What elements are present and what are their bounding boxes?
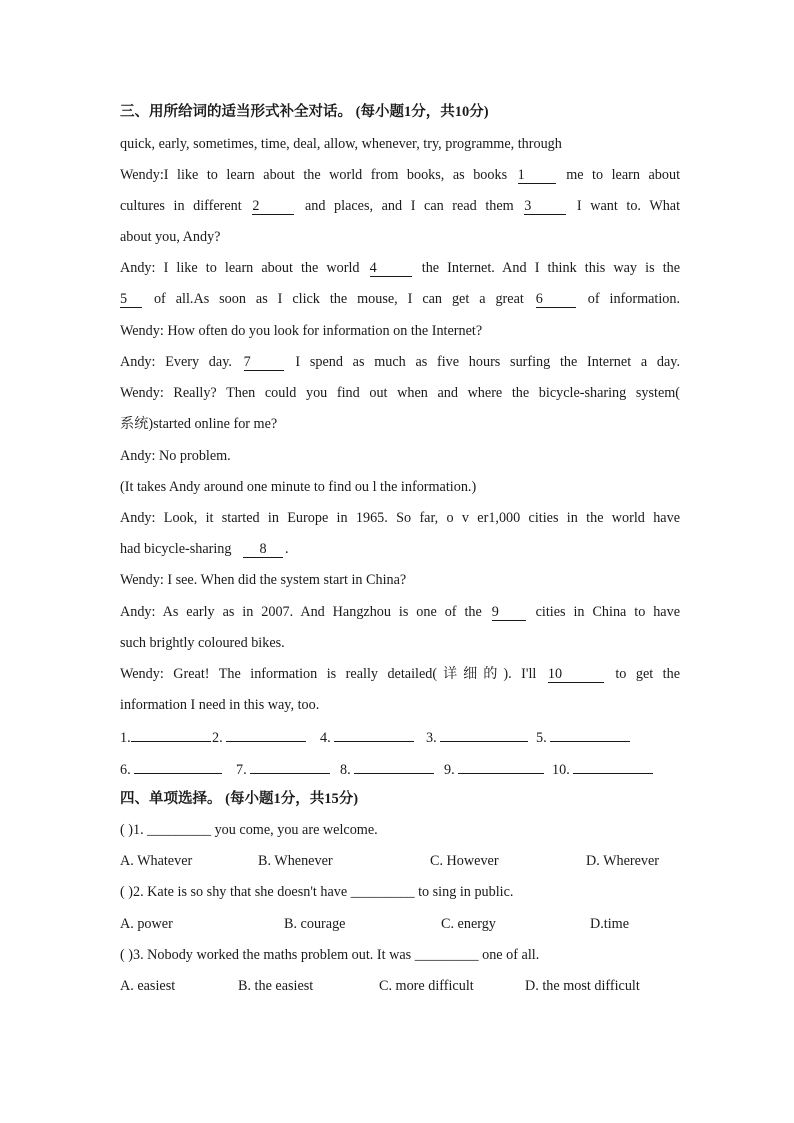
dialogue-line-13: had bicycle-sharing 8 . [120,541,289,557]
blank-3[interactable]: 3 [524,199,566,215]
answer-6[interactable]: 6. [120,759,222,779]
dialogue-line-10: Andy: No problem. [120,448,231,464]
dialogue-line-3: about you, Andy? [120,229,221,245]
answer-4[interactable]: 4. [320,727,414,747]
answer-5[interactable]: 5. [536,727,630,747]
question-1-stem: ( )1. _________ you come, you are welcome. [120,822,378,838]
dialogue-line-16: such brightly coloured bikes. [120,635,285,651]
dialogue-line-14: Wendy: I see. When did the system start in China? [120,572,407,588]
blank-4[interactable]: 4 [370,261,412,277]
answer-9[interactable]: 9. [444,759,544,779]
question-1-options [120,852,680,870]
q3-option-b[interactable]: B. the easiest [238,978,314,994]
dialogue-line-17: Wendy: Great! The information is really detailed(详细的). I'll 10 to get the [120,666,681,682]
dialogue-line-15: Andy: As early as in 2007. And Hangzhou is one of the 9 cities in China to have [120,604,680,620]
q1-option-c[interactable]: C. However [430,853,499,869]
answer-row-1 [120,727,680,745]
question-2-stem: ( )2. Kate is so shy that she doesn't have _________ to sing in public. [120,884,514,900]
question-2-options [120,915,680,933]
dialogue-line-5: 5 of all.As soon as I click the mouse, I can get a great 6 of information. [120,291,681,307]
q3-option-c[interactable]: C. more difficult [379,978,474,994]
answer-1[interactable]: 1. [120,727,211,747]
blank-6[interactable]: 6 [536,292,576,308]
answer-7[interactable]: 7. [236,759,330,779]
q2-option-d[interactable]: D.time [590,916,630,932]
section4-title: 四、单项选择。 (每小题1分，共15分) [120,791,359,807]
answer-3[interactable]: 3. [426,727,528,747]
dialogue-line-7: Andy: Every day. 7 I spend as much as five hours surfing the Internet a day. [120,354,680,370]
blank-10[interactable]: 10 [548,667,604,683]
q2-option-a[interactable]: A. power [120,916,173,932]
blank-9[interactable]: 9 [492,605,526,621]
question-3-stem: ( )3. Nobody worked the maths problem out. It was _________ one of all. [120,947,540,963]
answer-row-2 [120,759,680,777]
q3-option-d[interactable]: D. the most difficult [525,978,640,994]
question-3-options [120,977,680,995]
dialogue-line-6: Wendy: How often do you look for information on the Internet? [120,323,483,339]
blank-2[interactable]: 2 [252,199,294,215]
q1-option-d[interactable]: D. Wherever [586,853,660,869]
word-bank: quick, early, sometimes, time, deal, allow, whenever, try, programme, through [120,136,562,152]
answer-10[interactable]: 10. [552,759,653,779]
dialogue-line-12: Andy: Look, it started in Europe in 1965. So far, o v er1,000 cities in the world have [120,510,680,526]
q2-option-b[interactable]: B. courage [284,916,346,932]
dialogue-line-1: Wendy:I like to learn about the world from books, as books 1 me to learn about [120,167,681,183]
q1-option-b[interactable]: B. Whenever [258,853,333,869]
dialogue-line-4: Andy: I like to learn about the world 4 the Internet. And I think this way is the [120,260,681,276]
dialogue-line-2: cultures in different 2 and places, and I can read them 3 I want to. What [120,198,681,214]
answer-2[interactable]: 2. [212,727,306,747]
dialogue-line-18: information I need in this way, too. [120,697,320,713]
blank-5[interactable]: 5 [120,292,142,308]
section3-title: 三、用所给词的适当形式补全对话。 (每小题1分，共10分) [120,104,489,120]
dialogue-line-8: Wendy: Really? Then could you find out when and where the bicycle-sharing system( [120,385,680,401]
q3-option-a[interactable]: A. easiest [120,978,176,994]
q1-option-a[interactable]: A. Whatever [120,853,193,869]
dialogue-line-11: (It takes Andy around one minute to find ou l the information.) [120,479,477,495]
blank-8[interactable]: 8 [243,542,283,558]
blank-1[interactable]: 1 [518,168,556,184]
dialogue-line-9: 系统)started online for me? [120,416,278,432]
q2-option-c[interactable]: C. energy [441,916,496,932]
answer-8[interactable]: 8. [340,759,434,779]
blank-7[interactable]: 7 [244,355,284,371]
